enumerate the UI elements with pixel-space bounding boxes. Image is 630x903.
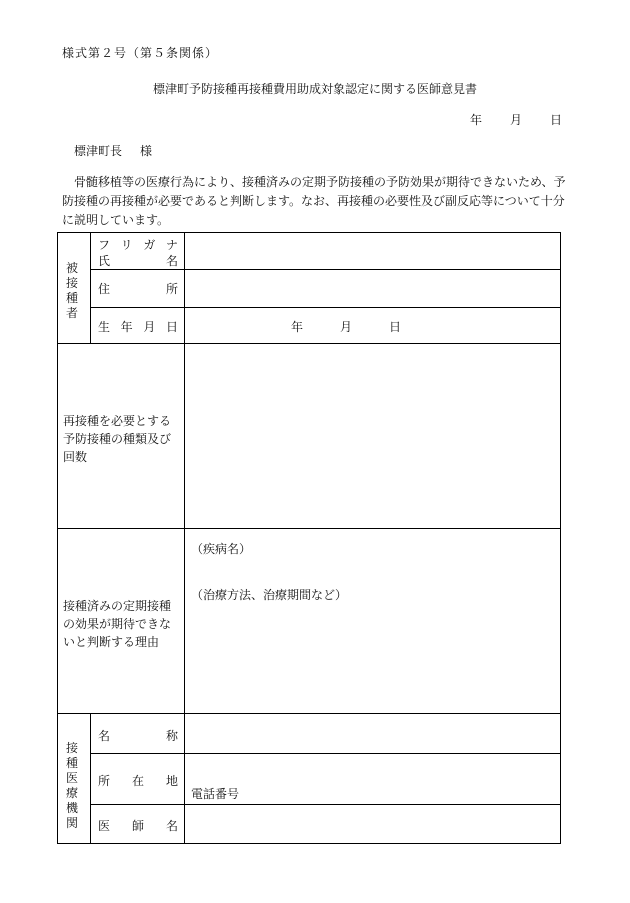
facility-name-field[interactable] (185, 714, 560, 753)
treatment-label: （治療方法、治療期間など） (191, 588, 348, 602)
facility-name-label: 名 称 (98, 729, 178, 743)
institution-section-label: 接 種 医 療 機 関 (66, 741, 79, 830)
revaccination-label: 再接種を必要とする予防接種の種類及び回数 (63, 414, 172, 464)
statement-text: 骨髄移植等の医療行為により、接種済みの定期予防接種の予防効果が期待できないため、予防接種の再接種が必要であると判断します。なお、再接種の必要性及び副反応等について十分に説明しています。 (62, 175, 566, 227)
furigana-name-field[interactable] (185, 233, 560, 269)
document-title: 標津町予防接種再接種費用助成対象認定に関する医師意見書 (152, 82, 477, 96)
form-id: 様式第２号（第５条関係） (62, 46, 219, 60)
reason-label: 接種済みの定期接種の効果が期待できないと判断する理由 (63, 599, 172, 649)
birthdate-label: 生 年 月 日 (98, 320, 178, 334)
patient-section-label: 被 接 種 者 (66, 261, 79, 320)
address-label: 住 所 (98, 282, 178, 296)
disease-name-label: （疾病名） (191, 542, 252, 556)
revaccination-field[interactable] (185, 344, 560, 528)
furigana-label: フ リ ガ ナ (98, 238, 178, 252)
doctor-name-label: 医 師 名 (98, 819, 178, 833)
birthdate-field[interactable]: 年 月 日 (291, 320, 401, 334)
date-day-label: 日 (549, 113, 562, 127)
location-label: 所 在 地 (98, 774, 178, 788)
address-field[interactable] (185, 270, 560, 307)
date-year-label: 年 (470, 113, 483, 127)
addressee (74, 142, 152, 159)
date-line (470, 111, 562, 128)
phone-number-label: 電話番号 (191, 787, 240, 801)
addressee-honorific: 様 (140, 144, 153, 158)
doctor-name-field[interactable] (185, 805, 560, 843)
date-month-label: 月 (509, 113, 522, 127)
opinion-form-table (57, 232, 561, 844)
name-label: 氏 名 (98, 254, 178, 268)
addressee-name: 標津町長 (74, 144, 123, 158)
